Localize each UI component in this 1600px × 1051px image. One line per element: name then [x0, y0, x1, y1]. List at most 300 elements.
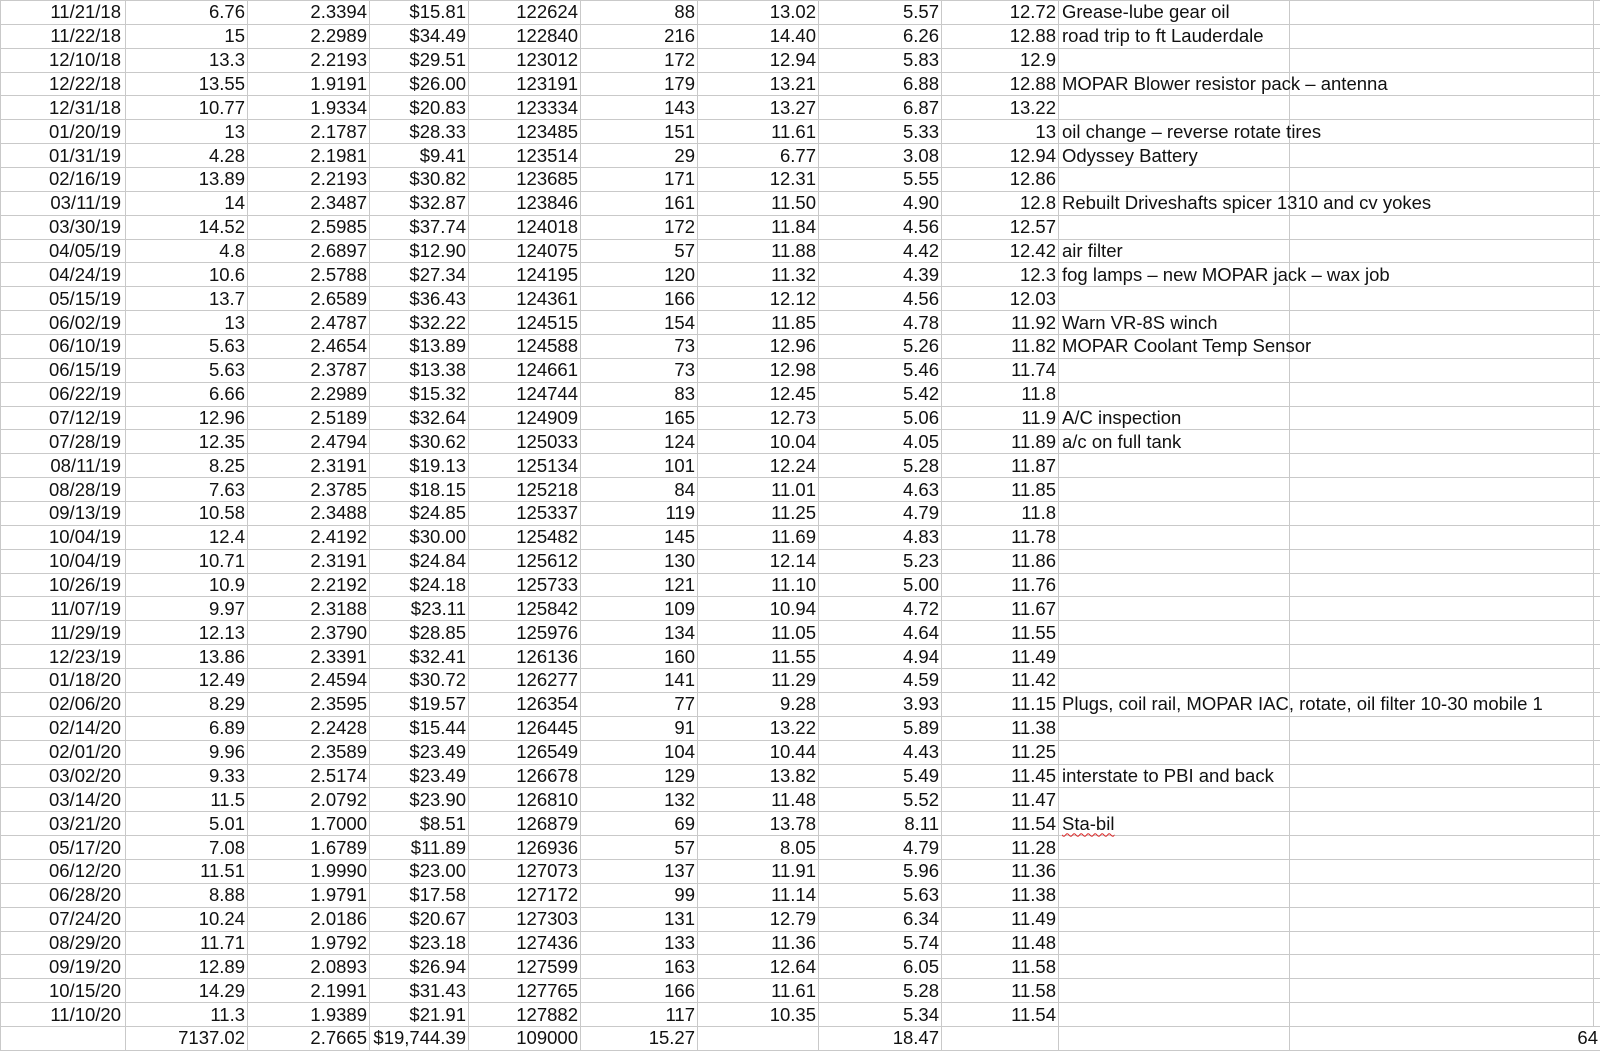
- cell[interactable]: 11.58: [942, 955, 1059, 979]
- cell[interactable]: 12.13: [126, 621, 248, 645]
- cell[interactable]: [1290, 215, 1594, 239]
- cell[interactable]: 06/28/20: [1, 883, 126, 907]
- cell[interactable]: 7.63: [126, 478, 248, 502]
- cell[interactable]: 11/07/19: [1, 597, 126, 621]
- cell[interactable]: 1.9389: [248, 1003, 370, 1027]
- cell[interactable]: 10/15/20: [1, 979, 126, 1003]
- cell[interactable]: 133: [581, 931, 698, 955]
- cell[interactable]: 4.63: [819, 478, 942, 502]
- cell[interactable]: 5.74: [819, 931, 942, 955]
- cell[interactable]: [1290, 836, 1594, 860]
- cell[interactable]: 6.34: [819, 907, 942, 931]
- cell[interactable]: $24.84: [370, 549, 469, 573]
- cell[interactable]: 5.28: [819, 979, 942, 1003]
- cell[interactable]: 123685: [469, 168, 581, 192]
- note-cell[interactable]: Sta-bil: [1059, 812, 1290, 836]
- cell[interactable]: 06/15/19: [1, 358, 126, 382]
- note-cell[interactable]: oil change – reverse rotate tires: [1059, 120, 1290, 144]
- cell[interactable]: 5.23: [819, 549, 942, 573]
- cell[interactable]: 117: [581, 1003, 698, 1027]
- cell[interactable]: 9.28: [698, 692, 819, 716]
- cell[interactable]: 122840: [469, 24, 581, 48]
- cell[interactable]: 4.79: [819, 502, 942, 526]
- cell[interactable]: 10/04/19: [1, 549, 126, 573]
- cell[interactable]: 2.4654: [248, 335, 370, 359]
- cell[interactable]: 11.10: [698, 573, 819, 597]
- cell[interactable]: 6.77: [698, 144, 819, 168]
- cell[interactable]: 12.96: [126, 406, 248, 430]
- cell[interactable]: 5.01: [126, 812, 248, 836]
- cell[interactable]: 4.05: [819, 430, 942, 454]
- total-cell[interactable]: [1059, 1026, 1290, 1050]
- note-cell[interactable]: Rebuilt Driveshafts spicer 1310 and cv yokes: [1059, 191, 1290, 215]
- cell[interactable]: 8.05: [698, 836, 819, 860]
- cell[interactable]: 2.3394: [248, 1, 370, 25]
- cell[interactable]: 6.76: [126, 1, 248, 25]
- cell[interactable]: 124744: [469, 382, 581, 406]
- cell[interactable]: [1594, 144, 1600, 168]
- note-cell[interactable]: [1059, 740, 1290, 764]
- cell[interactable]: 2.3488: [248, 502, 370, 526]
- cell[interactable]: 11.51: [126, 859, 248, 883]
- cell[interactable]: 12.42: [942, 239, 1059, 263]
- cell[interactable]: [1290, 1003, 1594, 1027]
- cell[interactable]: 124075: [469, 239, 581, 263]
- cell[interactable]: 11.54: [942, 1003, 1059, 1027]
- cell[interactable]: 1.9990: [248, 859, 370, 883]
- cell[interactable]: [1290, 311, 1594, 335]
- cell[interactable]: 11.91: [698, 859, 819, 883]
- cell[interactable]: [1594, 191, 1600, 215]
- cell[interactable]: 126678: [469, 764, 581, 788]
- cell[interactable]: 125337: [469, 502, 581, 526]
- note-cell[interactable]: [1059, 931, 1290, 955]
- cell[interactable]: 127073: [469, 859, 581, 883]
- cell[interactable]: 126277: [469, 669, 581, 693]
- note-cell[interactable]: [1059, 836, 1290, 860]
- note-cell[interactable]: Grease-lube gear oil: [1059, 1, 1290, 25]
- cell[interactable]: 05/15/19: [1, 287, 126, 311]
- cell[interactable]: 5.42: [819, 382, 942, 406]
- cell[interactable]: 11.89: [942, 430, 1059, 454]
- cell[interactable]: 10.71: [126, 549, 248, 573]
- cell[interactable]: [1594, 1, 1600, 25]
- cell[interactable]: 160: [581, 645, 698, 669]
- cell[interactable]: 8.11: [819, 812, 942, 836]
- cell[interactable]: 125976: [469, 621, 581, 645]
- note-cell[interactable]: [1059, 525, 1290, 549]
- cell[interactable]: 2.3391: [248, 645, 370, 669]
- cell[interactable]: 122624: [469, 1, 581, 25]
- cell[interactable]: 11.25: [942, 740, 1059, 764]
- cell[interactable]: 2.3191: [248, 454, 370, 478]
- cell[interactable]: [1594, 692, 1600, 716]
- cell[interactable]: [1594, 478, 1600, 502]
- cell[interactable]: 1.9791: [248, 883, 370, 907]
- cell[interactable]: 02/06/20: [1, 692, 126, 716]
- cell[interactable]: 11.92: [942, 311, 1059, 335]
- cell[interactable]: [1290, 931, 1594, 955]
- cell[interactable]: 12/31/18: [1, 96, 126, 120]
- cell[interactable]: 05/17/20: [1, 836, 126, 860]
- cell[interactable]: 5.28: [819, 454, 942, 478]
- cell[interactable]: [1290, 645, 1594, 669]
- cell[interactable]: 11.3: [126, 1003, 248, 1027]
- cell[interactable]: 5.63: [819, 883, 942, 907]
- note-cell[interactable]: [1059, 788, 1290, 812]
- cell[interactable]: [1290, 24, 1594, 48]
- note-cell[interactable]: air filter: [1059, 239, 1290, 263]
- cell[interactable]: [1594, 645, 1600, 669]
- cell[interactable]: 11.32: [698, 263, 819, 287]
- cell[interactable]: 11.8: [942, 502, 1059, 526]
- cell[interactable]: 14: [126, 191, 248, 215]
- cell[interactable]: [1290, 764, 1594, 788]
- cell[interactable]: [1290, 907, 1594, 931]
- cell[interactable]: $9.41: [370, 144, 469, 168]
- cell[interactable]: 104: [581, 740, 698, 764]
- cell[interactable]: 14.29: [126, 979, 248, 1003]
- cell[interactable]: 11.47: [942, 788, 1059, 812]
- cell[interactable]: 03/02/20: [1, 764, 126, 788]
- cell[interactable]: [1594, 120, 1600, 144]
- cell[interactable]: 123846: [469, 191, 581, 215]
- cell[interactable]: 124515: [469, 311, 581, 335]
- cell[interactable]: 11.01: [698, 478, 819, 502]
- cell[interactable]: 11.38: [942, 883, 1059, 907]
- cell[interactable]: 11.55: [942, 621, 1059, 645]
- note-cell[interactable]: [1059, 645, 1290, 669]
- cell[interactable]: $32.22: [370, 311, 469, 335]
- cell[interactable]: [1594, 1003, 1600, 1027]
- total-cell[interactable]: 2.7665: [248, 1026, 370, 1050]
- cell[interactable]: 125482: [469, 525, 581, 549]
- cell[interactable]: 13: [942, 120, 1059, 144]
- cell[interactable]: [1594, 335, 1600, 359]
- cell[interactable]: 4.72: [819, 597, 942, 621]
- cell[interactable]: 4.64: [819, 621, 942, 645]
- cell[interactable]: 5.06: [819, 406, 942, 430]
- cell[interactable]: 2.4794: [248, 430, 370, 454]
- cell[interactable]: [1594, 311, 1600, 335]
- cell[interactable]: 11.85: [942, 478, 1059, 502]
- cell[interactable]: 12.45: [698, 382, 819, 406]
- cell[interactable]: $19.13: [370, 454, 469, 478]
- cell[interactable]: 12.14: [698, 549, 819, 573]
- cell[interactable]: [1290, 358, 1594, 382]
- cell[interactable]: [1594, 740, 1600, 764]
- cell[interactable]: 11.49: [942, 907, 1059, 931]
- cell[interactable]: 8.88: [126, 883, 248, 907]
- cell[interactable]: [1594, 979, 1600, 1003]
- cell[interactable]: $24.18: [370, 573, 469, 597]
- cell[interactable]: 134: [581, 621, 698, 645]
- cell[interactable]: $29.51: [370, 48, 469, 72]
- cell[interactable]: 11.15: [942, 692, 1059, 716]
- cell[interactable]: 125842: [469, 597, 581, 621]
- note-cell[interactable]: [1059, 621, 1290, 645]
- cell[interactable]: 02/14/20: [1, 716, 126, 740]
- cell[interactable]: 5.00: [819, 573, 942, 597]
- cell[interactable]: 2.4192: [248, 525, 370, 549]
- cell[interactable]: [1594, 263, 1600, 287]
- cell[interactable]: 124361: [469, 287, 581, 311]
- cell[interactable]: 07/12/19: [1, 406, 126, 430]
- cell[interactable]: [1290, 382, 1594, 406]
- note-cell[interactable]: [1059, 955, 1290, 979]
- cell[interactable]: 15: [126, 24, 248, 48]
- cell[interactable]: 2.0893: [248, 955, 370, 979]
- cell[interactable]: 5.52: [819, 788, 942, 812]
- cell[interactable]: [1594, 454, 1600, 478]
- cell[interactable]: $28.85: [370, 621, 469, 645]
- cell[interactable]: 12.12: [698, 287, 819, 311]
- cell[interactable]: 125134: [469, 454, 581, 478]
- cell[interactable]: 13.78: [698, 812, 819, 836]
- cell[interactable]: 10/26/19: [1, 573, 126, 597]
- cell[interactable]: 11.48: [942, 931, 1059, 955]
- note-cell[interactable]: [1059, 883, 1290, 907]
- note-cell[interactable]: [1059, 549, 1290, 573]
- note-cell[interactable]: A/C inspection: [1059, 406, 1290, 430]
- cell[interactable]: [1290, 979, 1594, 1003]
- cell[interactable]: [1594, 836, 1600, 860]
- cell[interactable]: [1594, 669, 1600, 693]
- cell[interactable]: 216: [581, 24, 698, 48]
- cell[interactable]: [1594, 430, 1600, 454]
- cell[interactable]: [1594, 239, 1600, 263]
- cell[interactable]: 06/22/19: [1, 382, 126, 406]
- note-cell[interactable]: Odyssey Battery: [1059, 144, 1290, 168]
- cell[interactable]: $19.57: [370, 692, 469, 716]
- cell[interactable]: 13.86: [126, 645, 248, 669]
- cell[interactable]: 11.42: [942, 669, 1059, 693]
- cell[interactable]: 124661: [469, 358, 581, 382]
- cell[interactable]: 125033: [469, 430, 581, 454]
- cell[interactable]: $30.72: [370, 669, 469, 693]
- cell[interactable]: $24.85: [370, 502, 469, 526]
- note-cell[interactable]: Warn VR-8S winch: [1059, 311, 1290, 335]
- cell[interactable]: 13.22: [942, 96, 1059, 120]
- cell[interactable]: 1.7000: [248, 812, 370, 836]
- cell[interactable]: 6.66: [126, 382, 248, 406]
- cell[interactable]: 13.82: [698, 764, 819, 788]
- note-cell[interactable]: a/c on full tank: [1059, 430, 1290, 454]
- cell[interactable]: 11.61: [698, 979, 819, 1003]
- cell[interactable]: 2.5189: [248, 406, 370, 430]
- cell[interactable]: 02/16/19: [1, 168, 126, 192]
- total-cell[interactable]: 7137.02: [126, 1026, 248, 1050]
- cell[interactable]: 11.55: [698, 645, 819, 669]
- cell[interactable]: 2.3595: [248, 692, 370, 716]
- note-cell[interactable]: [1059, 96, 1290, 120]
- cell[interactable]: [1290, 883, 1594, 907]
- note-cell[interactable]: [1059, 859, 1290, 883]
- cell[interactable]: 09/13/19: [1, 502, 126, 526]
- cell[interactable]: 2.6897: [248, 239, 370, 263]
- cell[interactable]: [1290, 549, 1594, 573]
- cell[interactable]: 11.5: [126, 788, 248, 812]
- cell[interactable]: 11.82: [942, 335, 1059, 359]
- cell[interactable]: 13.27: [698, 96, 819, 120]
- cell[interactable]: 04/05/19: [1, 239, 126, 263]
- cell[interactable]: 4.90: [819, 191, 942, 215]
- cell[interactable]: $30.00: [370, 525, 469, 549]
- cell[interactable]: 2.0792: [248, 788, 370, 812]
- cell[interactable]: 11.05: [698, 621, 819, 645]
- cell[interactable]: 29: [581, 144, 698, 168]
- cell[interactable]: 143: [581, 96, 698, 120]
- cell[interactable]: 1.6789: [248, 836, 370, 860]
- cell[interactable]: 11.85: [698, 311, 819, 335]
- cell[interactable]: $28.33: [370, 120, 469, 144]
- cell[interactable]: [1290, 573, 1594, 597]
- cell[interactable]: $20.83: [370, 96, 469, 120]
- cell[interactable]: $23.49: [370, 764, 469, 788]
- cell[interactable]: 08/29/20: [1, 931, 126, 955]
- cell[interactable]: $11.89: [370, 836, 469, 860]
- cell[interactable]: [1594, 96, 1600, 120]
- cell[interactable]: 11.67: [942, 597, 1059, 621]
- cell[interactable]: [1594, 215, 1600, 239]
- cell[interactable]: 127303: [469, 907, 581, 931]
- cell[interactable]: 126936: [469, 836, 581, 860]
- note-cell[interactable]: MOPAR Blower resistor pack – antenna: [1059, 72, 1290, 96]
- total-cell[interactable]: 15.27: [581, 1026, 698, 1050]
- cell[interactable]: 4.42: [819, 239, 942, 263]
- cell[interactable]: [1594, 168, 1600, 192]
- cell[interactable]: 2.3589: [248, 740, 370, 764]
- cell[interactable]: [1594, 621, 1600, 645]
- cell[interactable]: [1290, 239, 1594, 263]
- cell[interactable]: 123012: [469, 48, 581, 72]
- note-cell[interactable]: [1059, 716, 1290, 740]
- note-cell[interactable]: [1059, 478, 1290, 502]
- cell[interactable]: 123334: [469, 96, 581, 120]
- cell[interactable]: 57: [581, 836, 698, 860]
- cell[interactable]: 12.88: [942, 72, 1059, 96]
- cell[interactable]: 11.38: [942, 716, 1059, 740]
- cell[interactable]: 84: [581, 478, 698, 502]
- cell[interactable]: 5.34: [819, 1003, 942, 1027]
- cell[interactable]: 12.35: [126, 430, 248, 454]
- note-cell[interactable]: [1059, 454, 1290, 478]
- cell[interactable]: [1594, 525, 1600, 549]
- cell[interactable]: 11.29: [698, 669, 819, 693]
- cell[interactable]: $23.11: [370, 597, 469, 621]
- cell[interactable]: 10.04: [698, 430, 819, 454]
- note-cell[interactable]: [1059, 669, 1290, 693]
- cell[interactable]: 11.50: [698, 191, 819, 215]
- cell[interactable]: 10.9: [126, 573, 248, 597]
- cell[interactable]: 13.21: [698, 72, 819, 96]
- cell[interactable]: [1290, 406, 1594, 430]
- cell[interactable]: 126136: [469, 645, 581, 669]
- cell[interactable]: 2.2193: [248, 168, 370, 192]
- cell[interactable]: 12.98: [698, 358, 819, 382]
- cell[interactable]: [1290, 430, 1594, 454]
- cell[interactable]: 2.4594: [248, 669, 370, 693]
- cell[interactable]: 02/01/20: [1, 740, 126, 764]
- cell[interactable]: 13.7: [126, 287, 248, 311]
- cell[interactable]: 12.4: [126, 525, 248, 549]
- cell[interactable]: 99: [581, 883, 698, 907]
- note-cell[interactable]: [1059, 215, 1290, 239]
- cell[interactable]: 124: [581, 430, 698, 454]
- cell[interactable]: 01/18/20: [1, 669, 126, 693]
- cell[interactable]: 69: [581, 812, 698, 836]
- cell[interactable]: 119: [581, 502, 698, 526]
- cell[interactable]: 11.45: [942, 764, 1059, 788]
- cell[interactable]: 4.56: [819, 287, 942, 311]
- cell[interactable]: 161: [581, 191, 698, 215]
- cell[interactable]: 03/21/20: [1, 812, 126, 836]
- cell[interactable]: 11.28: [942, 836, 1059, 860]
- cell[interactable]: 126549: [469, 740, 581, 764]
- cell[interactable]: 9.33: [126, 764, 248, 788]
- cell[interactable]: 03/11/19: [1, 191, 126, 215]
- cell[interactable]: 08/28/19: [1, 478, 126, 502]
- cell[interactable]: 109: [581, 597, 698, 621]
- cell[interactable]: 06/10/19: [1, 335, 126, 359]
- cell[interactable]: [1594, 931, 1600, 955]
- cell[interactable]: 8.25: [126, 454, 248, 478]
- cell[interactable]: $32.87: [370, 191, 469, 215]
- cell[interactable]: 6.89: [126, 716, 248, 740]
- cell[interactable]: 11.49: [942, 645, 1059, 669]
- cell[interactable]: [1290, 478, 1594, 502]
- cell[interactable]: 2.0186: [248, 907, 370, 931]
- cell[interactable]: 10.58: [126, 502, 248, 526]
- cell[interactable]: 11.54: [942, 812, 1059, 836]
- cell[interactable]: 11.71: [126, 931, 248, 955]
- cell[interactable]: [1290, 525, 1594, 549]
- total-cell[interactable]: $19,744.39: [370, 1026, 469, 1050]
- cell[interactable]: [1290, 96, 1594, 120]
- cell[interactable]: 10.94: [698, 597, 819, 621]
- cell[interactable]: 11.48: [698, 788, 819, 812]
- cell[interactable]: 2.3188: [248, 597, 370, 621]
- cell[interactable]: 126810: [469, 788, 581, 812]
- cell[interactable]: 5.46: [819, 358, 942, 382]
- cell[interactable]: 03/30/19: [1, 215, 126, 239]
- cell[interactable]: 11.76: [942, 573, 1059, 597]
- cell[interactable]: 127882: [469, 1003, 581, 1027]
- cell[interactable]: 2.6589: [248, 287, 370, 311]
- cell[interactable]: 11.14: [698, 883, 819, 907]
- note-cell[interactable]: [1059, 382, 1290, 406]
- note-cell[interactable]: [1059, 168, 1290, 192]
- cell[interactable]: 130: [581, 549, 698, 573]
- cell[interactable]: [1594, 406, 1600, 430]
- cell[interactable]: 7.08: [126, 836, 248, 860]
- cell[interactable]: $23.90: [370, 788, 469, 812]
- cell[interactable]: 11.78: [942, 525, 1059, 549]
- cell[interactable]: 5.89: [819, 716, 942, 740]
- cell[interactable]: 132: [581, 788, 698, 812]
- cell[interactable]: [1290, 740, 1594, 764]
- cell[interactable]: [1594, 812, 1600, 836]
- cell[interactable]: 2.2989: [248, 382, 370, 406]
- cell[interactable]: $32.64: [370, 406, 469, 430]
- cell[interactable]: $23.18: [370, 931, 469, 955]
- cell[interactable]: 83: [581, 382, 698, 406]
- cell[interactable]: 08/11/19: [1, 454, 126, 478]
- cell[interactable]: 14.52: [126, 215, 248, 239]
- note-cell[interactable]: [1059, 358, 1290, 382]
- cell[interactable]: 126445: [469, 716, 581, 740]
- cell[interactable]: 6.05: [819, 955, 942, 979]
